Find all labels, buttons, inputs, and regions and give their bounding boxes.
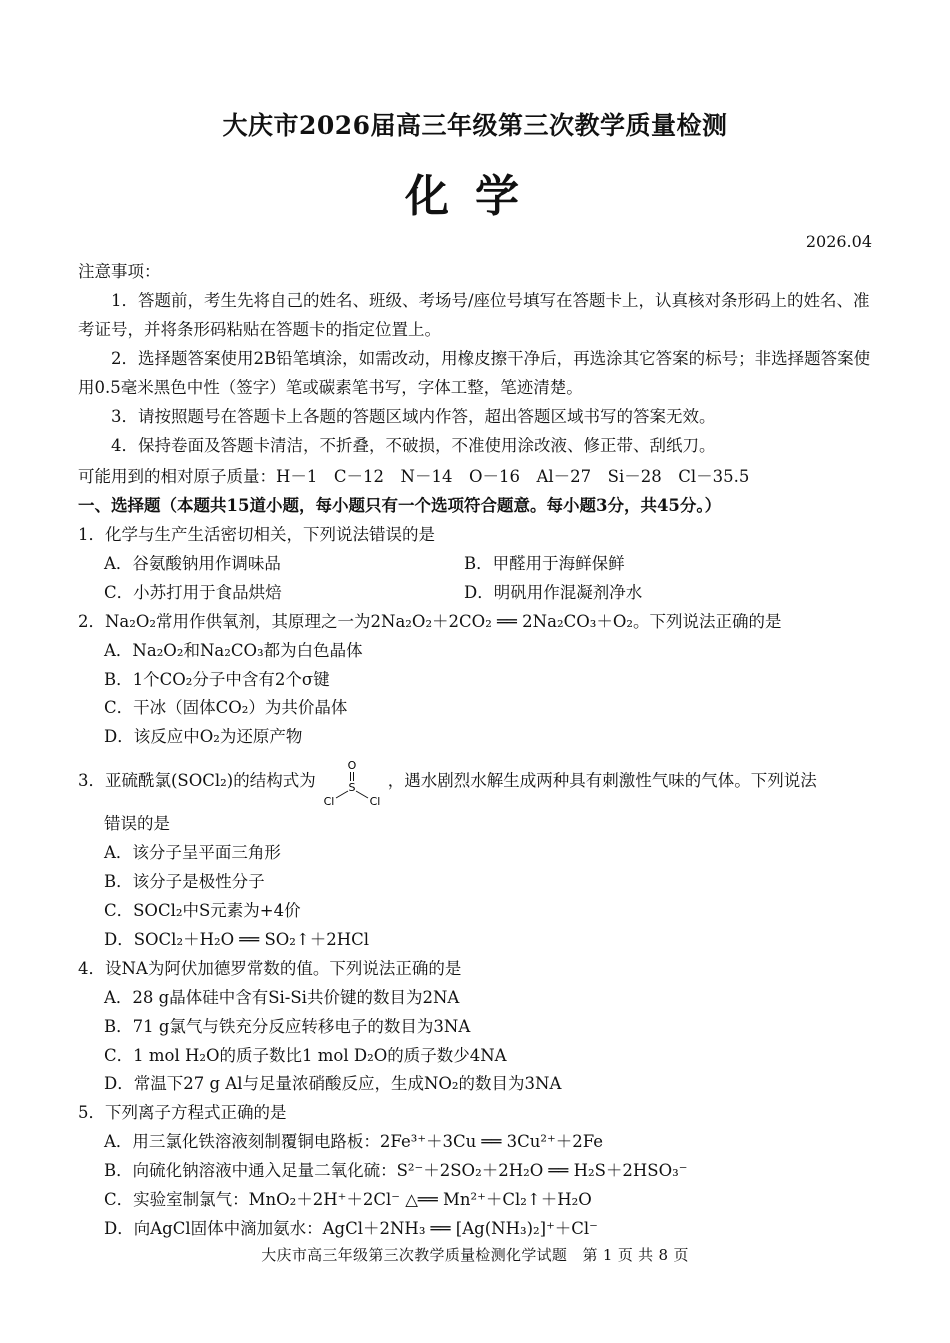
question-stem: 5．下列离子方程式正确的是 bbox=[78, 1103, 287, 1123]
notice-item-3: 3．请按照题号在答题卡上各题的答题区域内作答，超出答题区域书写的答案无效。 bbox=[111, 406, 716, 426]
question-4 bbox=[78, 955, 878, 1100]
socl2-structure-diagram bbox=[320, 758, 384, 806]
atom-s: S bbox=[348, 780, 356, 794]
option-b: B．该分子是极性分子 bbox=[104, 872, 265, 892]
exam-title: 大庆市2026届高三年级第三次教学质量检测 bbox=[222, 111, 728, 140]
stem-before: 3．亚硫酰氯(SOCl₂)的结构式为 bbox=[78, 771, 316, 791]
page-footer: 大庆市高三年级第三次教学质量检测化学试题 第 1 页 共 8 页 bbox=[261, 1246, 689, 1264]
question-stem: 2．Na₂O₂常用作供氧剂，其原理之一为2Na₂O₂＋2CO₂ ══ 2Na₂CO₃＋O₂。下列说法正确的是 bbox=[78, 611, 782, 631]
question-2 bbox=[78, 608, 878, 753]
option-c: C．干冰（固体CO₂）为共价晶体 bbox=[104, 698, 348, 718]
option-d: D．明矾用作混凝剂净水 bbox=[464, 582, 643, 602]
option-a: A．该分子呈平面三角形 bbox=[104, 843, 281, 863]
notice-item-2: 2．选择题答案使用2B铅笔填涂，如需改动，用橡皮擦干净后，再选涂其它答案的标号；非选择题答案使用0.5毫米黑色中性（签字）笔或碳素笔书写，字体工整，笔迹清楚。 bbox=[78, 348, 871, 397]
question-5 bbox=[78, 1099, 878, 1244]
notice-list bbox=[78, 287, 878, 460]
exam-date: 2026.04 bbox=[805, 232, 872, 251]
option-a: A．28 g晶体硅中含有Si-Si共价键的数目为2NA bbox=[104, 987, 460, 1007]
option-a: A．用三氯化铁溶液刻制覆铜电路板：2Fe³⁺＋3Cu ══ 3Cu²⁺＋2Fe bbox=[104, 1132, 604, 1152]
option-row bbox=[78, 550, 878, 579]
option-b: B．71 g氯气与铁充分反应转移电子的数目为3NA bbox=[104, 1016, 471, 1036]
option-d: D．常温下27 g Al与足量浓硝酸反应，生成NO₂的数目为3NA bbox=[104, 1074, 562, 1094]
option-row bbox=[78, 579, 878, 608]
single-bond-line bbox=[356, 791, 368, 798]
question-stem bbox=[78, 752, 878, 810]
option-d: D．该反应中O₂为还原产物 bbox=[104, 727, 303, 747]
structure-svg bbox=[320, 758, 384, 806]
option-b: B．向硫化钠溶液中通入足量二氧化硫：S²⁻＋2SO₂＋2H₂O ══ H₂S＋2HSO₃⁻ bbox=[104, 1161, 688, 1181]
question-stem: 1．化学与生产生活密切相关，下列说法错误的是 bbox=[78, 525, 435, 544]
option-c: C．小苏打用于食品烘焙 bbox=[104, 582, 282, 602]
option-a: A．谷氨酸钠用作调味品 bbox=[104, 553, 281, 573]
question-3 bbox=[78, 752, 878, 955]
option-b: B．1个CO₂分子中含有2个σ键 bbox=[104, 669, 330, 689]
option-d: D．SOCl₂＋H₂O ══ SO₂↑＋2HCl bbox=[104, 929, 370, 949]
stem-continuation: 错误的是 bbox=[104, 814, 170, 834]
option-d: D．向AgCl固体中滴加氨水：AgCl＋2NH₃ ══ [Ag(NH₃)₂]⁺＋Cl⁻ bbox=[104, 1218, 598, 1238]
atomic-masses: 可能用到的相对原子质量：H－1 C－12 N－14 O－16 Al－27 Si－28 Cl－35.5 bbox=[78, 467, 750, 486]
option-c: C．SOCl₂中S元素为+4价 bbox=[104, 900, 301, 920]
question-1 bbox=[78, 521, 878, 608]
notice-heading: 注意事项： bbox=[78, 262, 161, 281]
option-c: C．实验室制氯气：MnO₂＋2H⁺＋2Cl⁻ △══ Mn²⁺＋Cl₂↑＋H₂O bbox=[104, 1190, 592, 1210]
notice-item-1: 1．答题前，考生先将自己的姓名、班级、考场号/座位号填写在答题卡上，认真核对条形码上的姓名、准考证号，并将条形码粘贴在答题卡的指定位置上。 bbox=[78, 291, 870, 339]
atom-cl-left: Cl bbox=[323, 794, 335, 806]
atom-o: O bbox=[347, 758, 357, 772]
atom-cl-right: Cl bbox=[369, 794, 381, 806]
single-bond-line bbox=[336, 791, 348, 798]
option-b: B．甲醛用于海鲜保鲜 bbox=[464, 553, 625, 573]
option-c: C．1 mol H₂O的质子数比1 mol D₂O的质子数少4NA bbox=[104, 1045, 507, 1065]
notice-item-4: 4．保持卷面及答题卡清洁，不折叠，不破损，不准使用涂改液、修正带、刮纸刀。 bbox=[111, 435, 716, 455]
section-title: 一、选择题（本题共15道小题，每小题只有一个选项符合题意。每小题3分，共45分。） bbox=[78, 496, 722, 515]
questions-area bbox=[78, 521, 878, 1244]
question-stem: 4．设NA为阿伏加德罗常数的值。下列说法正确的是 bbox=[78, 958, 462, 978]
stem-after: ，遇水剧烈水解生成两种具有刺激性气味的气体。下列说法 bbox=[387, 771, 817, 791]
option-a: A．Na₂O₂和Na₂CO₃都为白色晶体 bbox=[104, 640, 363, 660]
subject-title: 化学 bbox=[405, 171, 545, 222]
